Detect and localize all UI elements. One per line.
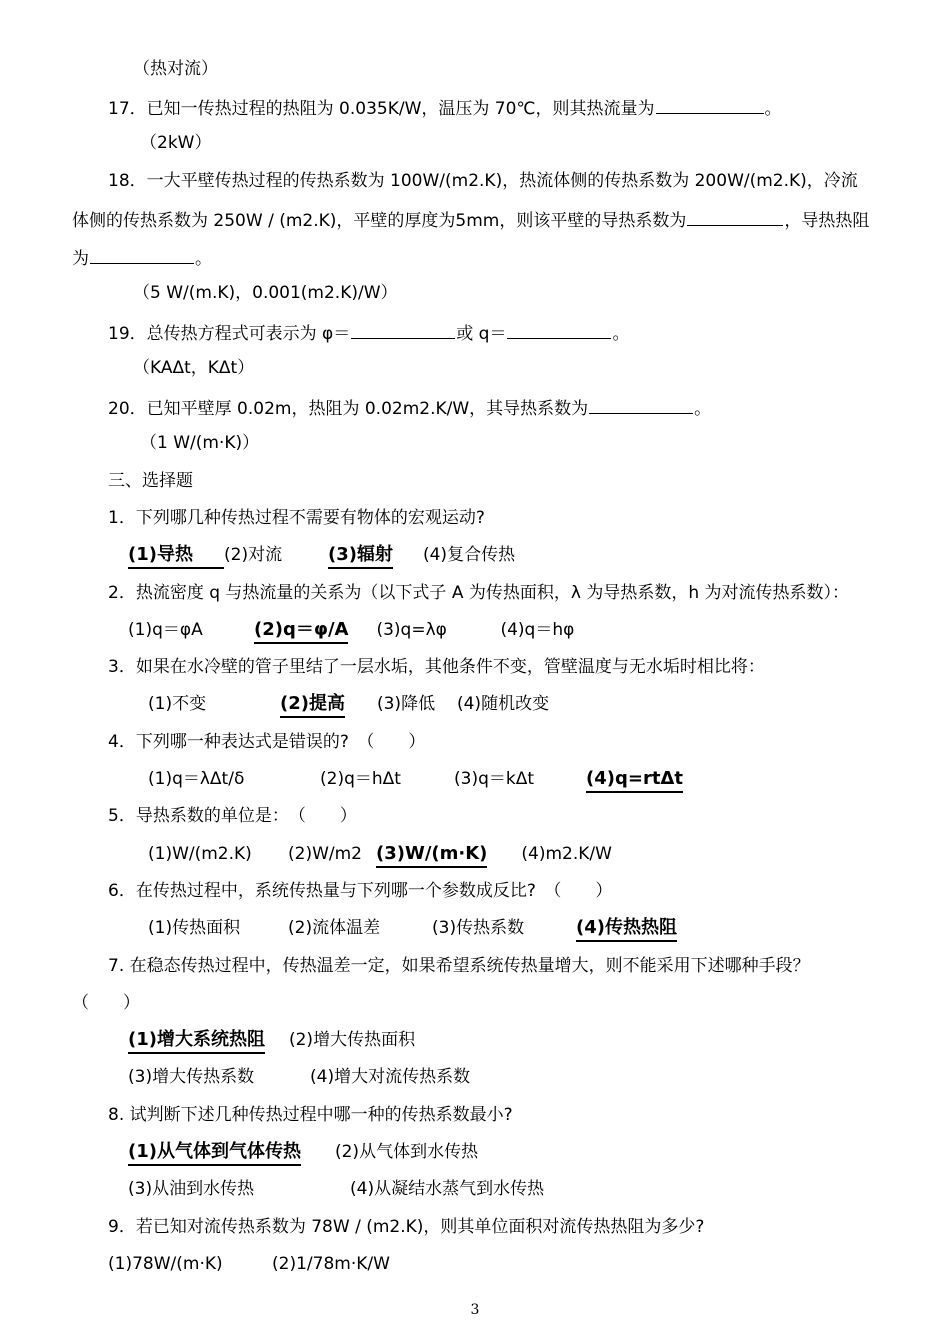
choice-1-options bbox=[128, 544, 515, 569]
choice-5-options bbox=[148, 843, 612, 868]
question-18-text-2b: ，导热热阻 bbox=[784, 211, 870, 231]
choice-1-option-2[interactable]: (2)对流 bbox=[224, 545, 283, 565]
question-17 bbox=[108, 95, 782, 120]
question-18-end: 。 bbox=[195, 249, 212, 269]
question-20-end: 。 bbox=[694, 399, 712, 419]
choice-2-option-1[interactable]: (1)q＝φA bbox=[128, 620, 203, 640]
choice-7-options-row-1 bbox=[128, 1029, 415, 1054]
choice-2-option-3[interactable]: (3)q=λφ bbox=[376, 620, 447, 640]
answer-16: （热对流） bbox=[133, 59, 218, 79]
choice-8-option-4[interactable]: (4)从凝结水蒸气到水传热 bbox=[350, 1179, 545, 1199]
choice-2-option-2[interactable]: (2)q＝φ/A bbox=[254, 619, 348, 644]
page-number: 3 bbox=[470, 1302, 480, 1318]
choice-3-option-4[interactable]: (4)随机改变 bbox=[456, 694, 550, 714]
question-18-line-1: 18．一大平壁传热过程的传热系数为 100W/(m2.K)，热流体侧的传热系数为 200W/(m2.K)，冷流 bbox=[108, 171, 858, 191]
choice-8-options-row-2 bbox=[128, 1178, 544, 1200]
choice-8-options-row-1 bbox=[128, 1141, 478, 1166]
choice-1-option-1[interactable]: (1)导热 bbox=[128, 544, 224, 569]
choice-question-5: 5．导热系数的单位是： （ ） bbox=[108, 806, 357, 826]
section-title-choice: 三、选择题 bbox=[108, 471, 193, 491]
choice-9-option-1[interactable]: (1)78W/(m·K) bbox=[108, 1254, 223, 1274]
choice-6-options bbox=[148, 917, 677, 942]
choice-4-option-1[interactable]: (1)q＝λΔt/δ bbox=[148, 769, 245, 789]
question-19-text: 19．总传热方程式可表示为 φ＝ bbox=[108, 324, 351, 344]
answer-18: （5 W/(m.K)，0.001(m2.K)/W） bbox=[133, 283, 398, 303]
question-20-text: 20．已知平壁厚 0.02m，热阻为 0.02m2.K/W，其导热系数为 bbox=[108, 399, 589, 419]
choice-5-option-3[interactable]: (3)W/(m·K) bbox=[376, 843, 487, 868]
choice-9-options bbox=[108, 1253, 390, 1275]
choice-question-3: 3．如果在水冷壁的管子里结了一层水垢，其他条件不变，管壁温度与无水垢时相比将： bbox=[108, 657, 765, 677]
choice-question-2: 2．热流密度 q 与热流量的关系为（以下式子 A 为传热面积，λ 为导热系数，h 为对流传热系数）： bbox=[108, 583, 849, 603]
question-17-end: 。 bbox=[764, 99, 782, 119]
choice-7-option-2[interactable]: (2)增大传热面积 bbox=[288, 1030, 416, 1050]
blank-19-a[interactable] bbox=[351, 320, 455, 339]
choice-2-option-4[interactable]: (4)q＝hφ bbox=[500, 620, 575, 640]
choice-5-option-2[interactable]: (2)W/m2 bbox=[288, 844, 362, 864]
choice-question-7-line-2: （ ） bbox=[72, 993, 140, 1013]
question-18-line-2 bbox=[72, 207, 869, 232]
choice-1-option-3[interactable]: (3)辐射 bbox=[328, 544, 393, 569]
answer-20: （1 W/(m·K)） bbox=[140, 433, 260, 453]
choice-3-options bbox=[148, 693, 549, 718]
question-20 bbox=[108, 395, 711, 420]
choice-6-option-3[interactable]: (3)传热系数 bbox=[432, 918, 525, 938]
choice-1-option-4[interactable]: (4)复合传热 bbox=[422, 545, 516, 565]
blank-19-b[interactable] bbox=[507, 320, 611, 339]
question-17-text: 17．已知一传热过程的热阻为 0.035K/W，温压为 70℃，则其热流量为 bbox=[108, 99, 655, 119]
choice-7-option-4[interactable]: (4)增大对流传热系数 bbox=[310, 1067, 471, 1087]
choice-6-option-1[interactable]: (1)传热面积 bbox=[148, 918, 241, 938]
choice-question-8: 8. 试判断下述几种传热过程中哪一种的传热系数最小? bbox=[108, 1105, 513, 1125]
blank-18-a[interactable] bbox=[687, 207, 783, 226]
question-18-text-2: 体侧的传热系数为 250W / (m2.K)，平壁的厚度为5mm，则该平壁的导热系数为 bbox=[72, 211, 687, 231]
choice-5-option-1[interactable]: (1)W/(m2.K) bbox=[148, 844, 252, 864]
blank-18-b[interactable] bbox=[90, 245, 194, 264]
choice-question-1: 1．下列哪几种传热过程不需要有物体的宏观运动? bbox=[108, 508, 485, 528]
question-18-line-3 bbox=[72, 245, 212, 270]
choice-8-option-3[interactable]: (3)从油到水传热 bbox=[128, 1179, 255, 1199]
question-18-text-3: 为 bbox=[72, 249, 89, 269]
choice-8-option-2[interactable]: (2)从气体到水传热 bbox=[334, 1142, 479, 1162]
question-19-mid: 或 q＝ bbox=[456, 324, 507, 344]
blank-20[interactable] bbox=[589, 395, 693, 414]
question-19-end: 。 bbox=[612, 324, 630, 344]
choice-6-option-2[interactable]: (2)流体温差 bbox=[288, 918, 381, 938]
choice-5-option-4[interactable]: (4)m2.K/W bbox=[521, 844, 612, 864]
choice-3-option-1[interactable]: (1)不变 bbox=[148, 694, 207, 714]
blank-17[interactable] bbox=[656, 95, 764, 114]
choice-9-option-2[interactable]: (2)1/78m·K/W bbox=[272, 1254, 390, 1274]
choice-4-option-4[interactable]: (4)q=rtΔt bbox=[586, 768, 683, 793]
choice-question-9: 9．若已知对流传热系数为 78W / (m2.K)，则其单位面积对流传热热阻为多少? bbox=[108, 1217, 705, 1237]
choice-question-6: 6．在传热过程中，系统传热量与下列哪一个参数成反比? （ ） bbox=[108, 881, 613, 901]
choice-3-option-3[interactable]: (3)降低 bbox=[376, 694, 436, 714]
answer-17: （2kW） bbox=[140, 133, 212, 153]
choice-2-options bbox=[128, 619, 574, 644]
choice-4-option-3[interactable]: (3)q＝kΔt bbox=[454, 769, 535, 789]
choice-question-4: 4．下列哪一种表达式是错误的? （ ） bbox=[108, 732, 426, 752]
choice-8-option-1[interactable]: (1)从气体到气体传热 bbox=[128, 1141, 301, 1166]
question-19 bbox=[108, 320, 629, 345]
answer-19: （KAΔt，KΔt） bbox=[133, 358, 255, 378]
choice-3-option-2[interactable]: (2)提高 bbox=[280, 693, 345, 718]
choice-4-options bbox=[148, 768, 683, 793]
choice-7-options-row-2 bbox=[128, 1066, 470, 1088]
choice-7-option-3[interactable]: (3)增大传热系数 bbox=[128, 1067, 255, 1087]
choice-question-7-line-1: 7. 在稳态传热过程中，传热温差一定，如果希望系统传热量增大，则不能采用下述哪种手段？ bbox=[108, 956, 810, 976]
choice-4-option-2[interactable]: (2)q＝hΔt bbox=[320, 769, 401, 789]
choice-6-option-4[interactable]: (4)传热热阻 bbox=[576, 917, 677, 942]
choice-7-option-1[interactable]: (1)增大系统热阻 bbox=[128, 1029, 265, 1054]
